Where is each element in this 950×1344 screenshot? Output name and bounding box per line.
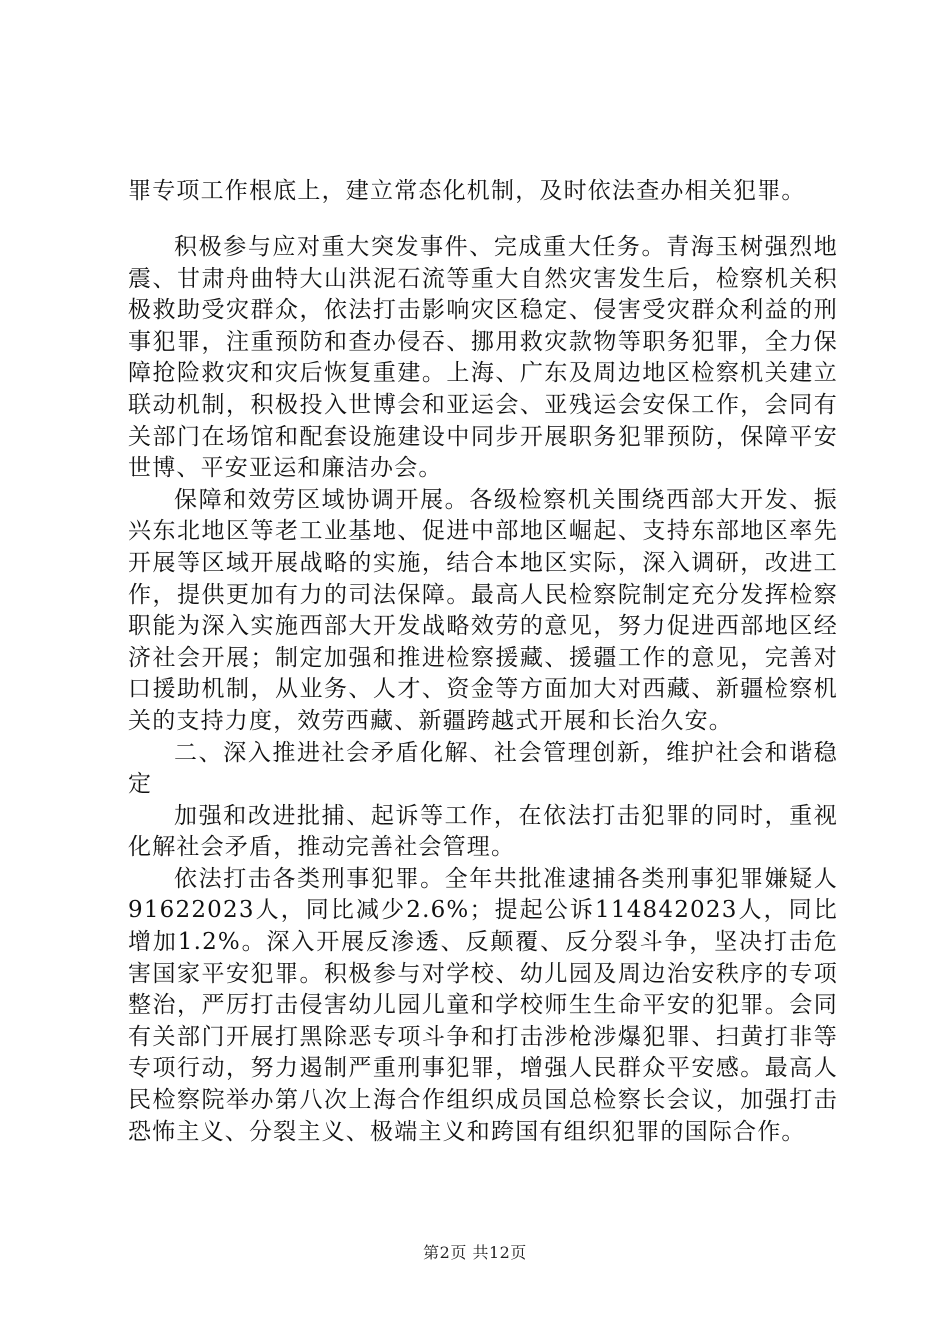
paragraph-social-management: 加强和改进批捕、起诉等工作，在依法打击犯罪的同时，重视化解社会矛盾，推动完善社会管理。 xyxy=(128,802,838,861)
body-text xyxy=(128,232,838,1148)
page-number-footer: 第2页 共12页 xyxy=(423,1243,527,1262)
paragraph-emergency-response: 积极参与应对重大突发事件、完成重大任务。青海玉树强烈地震、甘肃舟曲特大山洪泥石流等重大自然灾害发生后，检察机关积极救助受灾群众，依法打击影响灾区稳定、侵害受灾群众利益的刑事犯罪，注重预防和查办侵吞、挪用救灾款物等职务犯罪，全力保障抢险救灾和灾后恢复重建。上海、广东及周边地区检察机关建立联动机制，积极投入世博会和亚运会、亚残运会安保工作，会同有关部门在场馆和配套设施建设中同步开展职务犯罪预防，保障平安世博、平安亚运和廉洁办会。 xyxy=(128,234,838,482)
paragraph-regional-development: 保障和效劳区域协调开展。各级检察机关围绕西部大开发、振兴东北地区等老工业基地、促进中部地区崛起、支持东部地区率先开展等区域开展战略的实施，结合本地区实际，深入调研，改进工作，提供更加有力的司法保障。最高人民检察院制定充分发挥检察职能为深入实施西部大开发战略效劳的意见，努力促进西部地区经济社会开展；制定加强和推进检察援藏、援疆工作的意见，完善对口援助机制，从业务、人才、资金等方面加大对西藏、新疆检察机关的支持力度，效劳西藏、新疆跨越式开展和长治久安。 xyxy=(128,486,838,734)
opening-line: 罪专项工作根底上，建立常态化机制，及时依法查办相关犯罪。 xyxy=(128,178,806,204)
section-heading: 二、深入推进社会矛盾化解、社会管理创新，维护社会和谐稳定 xyxy=(128,739,838,798)
paragraph-criminal-cases: 依法打击各类刑事犯罪。全年共批准逮捕各类刑事犯罪嫌疑人91622023人，同比减少2.6%；提起公诉114842023人，同比增加1.2%。深入开展反渗透、反颠覆、反分裂斗争，坚决打击危害国家平安犯罪。积极参与对学校、幼儿园及周边治安秩序的专项整治，严厉打击侵害幼儿园儿童和学校师生生命平安的犯罪。会同有关部门开展打黑除恶专项斗争和打击涉枪涉爆犯罪、扫黄打非等专项行动，努力遏制严重刑事犯罪，增强人民群众平安感。最高人民检察院举办第八次上海合作组织成员国总检察长会议，加强打击恐怖主义、分裂主义、极端主义和跨国有组织犯罪的国际合作。 xyxy=(128,865,838,1145)
